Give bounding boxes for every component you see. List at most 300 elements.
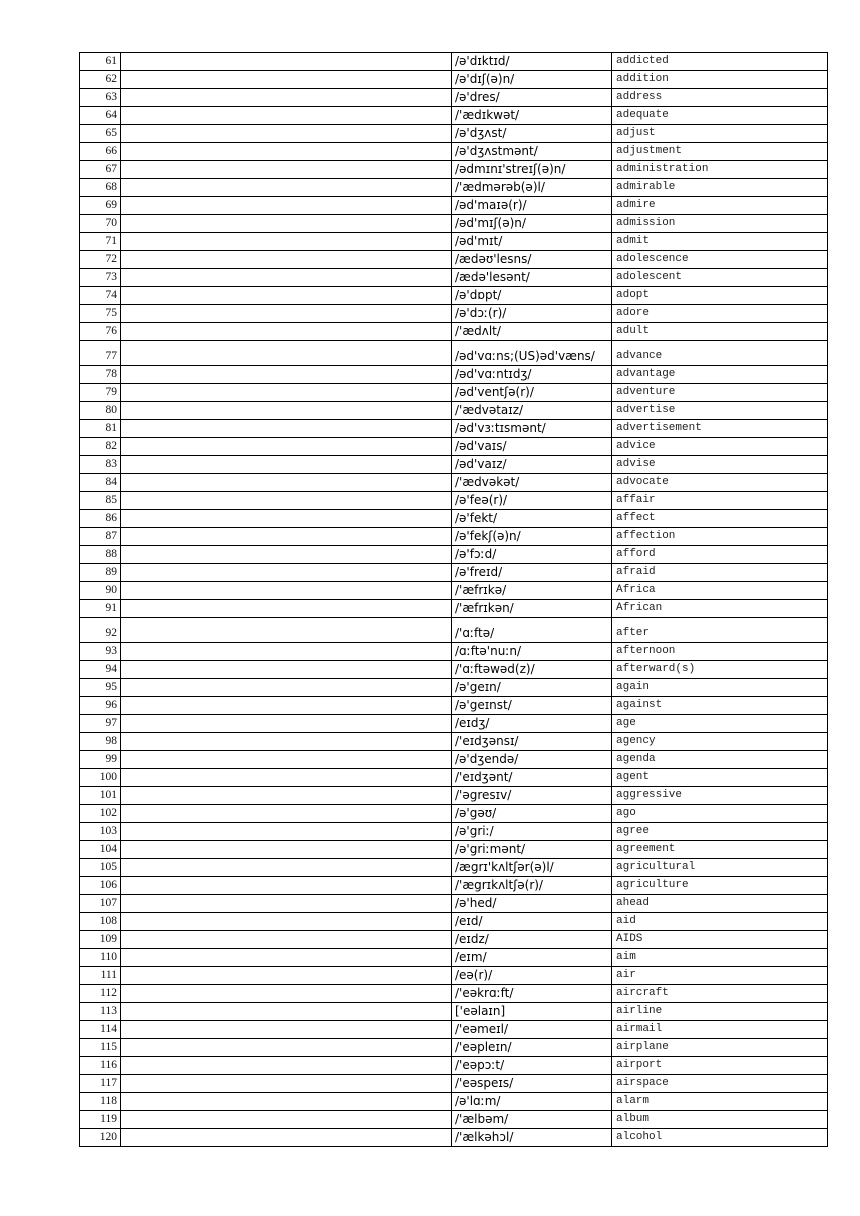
phonetic-transcription: /ɑːftə'nuːn/ xyxy=(452,643,612,661)
vocabulary-word: address xyxy=(612,89,828,107)
blank-cell xyxy=(121,769,452,787)
table-row xyxy=(80,492,828,510)
phonetic-transcription: /'eəmeɪl/ xyxy=(452,1021,612,1039)
row-number: 114 xyxy=(80,1021,121,1039)
phonetic-transcription: /'eɪdʒənsɪ/ xyxy=(452,733,612,751)
phonetic-transcription: /əd'maɪə(r)/ xyxy=(452,197,612,215)
table-row xyxy=(80,1111,828,1129)
blank-cell xyxy=(121,787,452,805)
blank-cell xyxy=(121,679,452,697)
blank-cell xyxy=(121,528,452,546)
table-row xyxy=(80,1021,828,1039)
phonetic-transcription: /'ædvətaɪz/ xyxy=(452,402,612,420)
phonetic-transcription: /əd'mɪʃ(ə)n/ xyxy=(452,215,612,233)
table-row xyxy=(80,697,828,715)
blank-cell xyxy=(121,805,452,823)
table-row xyxy=(80,233,828,251)
table-row xyxy=(80,967,828,985)
table-row xyxy=(80,841,828,859)
blank-cell xyxy=(121,931,452,949)
blank-cell xyxy=(121,600,452,618)
vocabulary-word: afraid xyxy=(612,564,828,582)
vocabulary-word: addicted xyxy=(612,53,828,71)
table-row xyxy=(80,341,828,366)
blank-cell xyxy=(121,859,452,877)
blank-cell xyxy=(121,251,452,269)
row-number: 66 xyxy=(80,143,121,161)
row-number: 61 xyxy=(80,53,121,71)
phonetic-transcription: /ə'hed/ xyxy=(452,895,612,913)
row-number: 119 xyxy=(80,1111,121,1129)
vocabulary-word: affair xyxy=(612,492,828,510)
vocabulary-word: airmail xyxy=(612,1021,828,1039)
blank-cell xyxy=(121,492,452,510)
phonetic-transcription: /əd'vaɪz/ xyxy=(452,456,612,474)
table-row xyxy=(80,125,828,143)
phonetic-transcription: /əd'vɑːntɪdʒ/ xyxy=(452,366,612,384)
table-row xyxy=(80,949,828,967)
row-number: 97 xyxy=(80,715,121,733)
blank-cell xyxy=(121,546,452,564)
phonetic-transcription: /ə'fekʃ(ə)n/ xyxy=(452,528,612,546)
vocabulary-word: album xyxy=(612,1111,828,1129)
phonetic-transcription: /ə'griːmənt/ xyxy=(452,841,612,859)
vocabulary-word: aim xyxy=(612,949,828,967)
row-number: 62 xyxy=(80,71,121,89)
row-number: 76 xyxy=(80,323,121,341)
table-row xyxy=(80,805,828,823)
vocabulary-word: ago xyxy=(612,805,828,823)
row-number: 92 xyxy=(80,618,121,643)
blank-cell xyxy=(121,161,452,179)
row-number: 68 xyxy=(80,179,121,197)
table-row xyxy=(80,787,828,805)
blank-cell xyxy=(121,341,452,366)
blank-cell xyxy=(121,823,452,841)
row-number: 89 xyxy=(80,564,121,582)
table-row xyxy=(80,769,828,787)
row-number: 65 xyxy=(80,125,121,143)
row-number: 79 xyxy=(80,384,121,402)
row-number: 104 xyxy=(80,841,121,859)
row-number: 71 xyxy=(80,233,121,251)
table-row xyxy=(80,823,828,841)
blank-cell xyxy=(121,1111,452,1129)
blank-cell xyxy=(121,1093,452,1111)
phonetic-transcription: /ə'dɔː(r)/ xyxy=(452,305,612,323)
blank-cell xyxy=(121,179,452,197)
blank-cell xyxy=(121,323,452,341)
table-row xyxy=(80,71,828,89)
table-row xyxy=(80,643,828,661)
phonetic-transcription: /'ɑːftəwəd(z)/ xyxy=(452,661,612,679)
blank-cell xyxy=(121,384,452,402)
phonetic-transcription: /'eəpɔːt/ xyxy=(452,1057,612,1075)
row-number: 100 xyxy=(80,769,121,787)
blank-cell xyxy=(121,1075,452,1093)
table-row xyxy=(80,89,828,107)
phonetic-transcription: /ə'dʒendə/ xyxy=(452,751,612,769)
row-number: 120 xyxy=(80,1129,121,1147)
blank-cell xyxy=(121,1021,452,1039)
vocabulary-word: adolescent xyxy=(612,269,828,287)
row-number: 83 xyxy=(80,456,121,474)
table-row xyxy=(80,366,828,384)
blank-cell xyxy=(121,233,452,251)
row-number: 86 xyxy=(80,510,121,528)
row-number: 81 xyxy=(80,420,121,438)
row-number: 115 xyxy=(80,1039,121,1057)
table-row xyxy=(80,420,828,438)
vocabulary-word: adequate xyxy=(612,107,828,125)
blank-cell xyxy=(121,715,452,733)
table-row xyxy=(80,384,828,402)
vocabulary-word: airplane xyxy=(612,1039,828,1057)
row-number: 80 xyxy=(80,402,121,420)
blank-cell xyxy=(121,564,452,582)
phonetic-transcription: /eə(r)/ xyxy=(452,967,612,985)
phonetic-transcription: /ə'dɒpt/ xyxy=(452,287,612,305)
table-row xyxy=(80,528,828,546)
vocabulary-word: aircraft xyxy=(612,985,828,1003)
table-row xyxy=(80,931,828,949)
blank-cell xyxy=(121,1039,452,1057)
table-row xyxy=(80,582,828,600)
table-row xyxy=(80,1075,828,1093)
row-number: 85 xyxy=(80,492,121,510)
phonetic-transcription: /'ædmərəb(ə)l/ xyxy=(452,179,612,197)
phonetic-transcription: ['eəlaɪn] xyxy=(452,1003,612,1021)
blank-cell xyxy=(121,618,452,643)
table-row xyxy=(80,510,828,528)
row-number: 73 xyxy=(80,269,121,287)
vocabulary-word: admire xyxy=(612,197,828,215)
phonetic-transcription: /'æfrɪkən/ xyxy=(452,600,612,618)
blank-cell xyxy=(121,751,452,769)
phonetic-transcription: /'ælkəhɔl/ xyxy=(452,1129,612,1147)
vocabulary-word: alarm xyxy=(612,1093,828,1111)
blank-cell xyxy=(121,89,452,107)
vocabulary-word: adult xyxy=(612,323,828,341)
vocabulary-word: agricultural xyxy=(612,859,828,877)
row-number: 107 xyxy=(80,895,121,913)
table-row xyxy=(80,402,828,420)
vocabulary-word: advertise xyxy=(612,402,828,420)
phonetic-transcription: /eɪd/ xyxy=(452,913,612,931)
phonetic-transcription: /ə'dres/ xyxy=(452,89,612,107)
table-row xyxy=(80,1093,828,1111)
blank-cell xyxy=(121,197,452,215)
vocabulary-word: aggressive xyxy=(612,787,828,805)
phonetic-transcription: /əd'vɜːtɪsmənt/ xyxy=(452,420,612,438)
vocabulary-word: advocate xyxy=(612,474,828,492)
vocabulary-word: administration xyxy=(612,161,828,179)
table-row xyxy=(80,287,828,305)
table-row xyxy=(80,1039,828,1057)
blank-cell xyxy=(121,697,452,715)
vocabulary-word: affection xyxy=(612,528,828,546)
blank-cell xyxy=(121,215,452,233)
table-row xyxy=(80,323,828,341)
vocabulary-word: Africa xyxy=(612,582,828,600)
phonetic-transcription: /ə'fekt/ xyxy=(452,510,612,528)
vocabulary-word: ahead xyxy=(612,895,828,913)
phonetic-transcription: /ə'dɪʃ(ə)n/ xyxy=(452,71,612,89)
phonetic-transcription: /'ægrɪkʌltʃə(r)/ xyxy=(452,877,612,895)
table-row xyxy=(80,305,828,323)
row-number: 64 xyxy=(80,107,121,125)
vocabulary-word: agent xyxy=(612,769,828,787)
blank-cell xyxy=(121,456,452,474)
row-number: 67 xyxy=(80,161,121,179)
table-row xyxy=(80,859,828,877)
vocabulary-word: adventure xyxy=(612,384,828,402)
blank-cell xyxy=(121,985,452,1003)
row-number: 78 xyxy=(80,366,121,384)
row-number: 98 xyxy=(80,733,121,751)
vocabulary-word: age xyxy=(612,715,828,733)
blank-cell xyxy=(121,643,452,661)
blank-cell xyxy=(121,1003,452,1021)
blank-cell xyxy=(121,287,452,305)
blank-cell xyxy=(121,1057,452,1075)
table-row xyxy=(80,143,828,161)
row-number: 108 xyxy=(80,913,121,931)
vocabulary-word: admit xyxy=(612,233,828,251)
row-number: 94 xyxy=(80,661,121,679)
table-row xyxy=(80,1003,828,1021)
blank-cell xyxy=(121,877,452,895)
vocabulary-word: admirable xyxy=(612,179,828,197)
phonetic-transcription: /ə'freɪd/ xyxy=(452,564,612,582)
vocabulary-word: African xyxy=(612,600,828,618)
vocabulary-word: airspace xyxy=(612,1075,828,1093)
phonetic-transcription: /eɪm/ xyxy=(452,949,612,967)
blank-cell xyxy=(121,949,452,967)
vocabulary-word: agriculture xyxy=(612,877,828,895)
table-row xyxy=(80,1057,828,1075)
blank-cell xyxy=(121,420,452,438)
vocabulary-word: admission xyxy=(612,215,828,233)
row-number: 103 xyxy=(80,823,121,841)
blank-cell xyxy=(121,143,452,161)
table-row xyxy=(80,618,828,643)
vocabulary-word: afford xyxy=(612,546,828,564)
phonetic-transcription: /'æfrɪkə/ xyxy=(452,582,612,600)
row-number: 113 xyxy=(80,1003,121,1021)
phonetic-transcription: /'eəpleɪn/ xyxy=(452,1039,612,1057)
phonetic-transcription: /eɪdz/ xyxy=(452,931,612,949)
vocabulary-word: airline xyxy=(612,1003,828,1021)
table-row xyxy=(80,215,828,233)
vocabulary-word: after xyxy=(612,618,828,643)
row-number: 75 xyxy=(80,305,121,323)
vocabulary-table xyxy=(79,52,828,1147)
phonetic-transcription: /eɪdʒ/ xyxy=(452,715,612,733)
blank-cell xyxy=(121,366,452,384)
phonetic-transcription: /ædə'lesənt/ xyxy=(452,269,612,287)
vocabulary-word: advance xyxy=(612,341,828,366)
blank-cell xyxy=(121,53,452,71)
row-number: 105 xyxy=(80,859,121,877)
row-number: 91 xyxy=(80,600,121,618)
table-row xyxy=(80,1129,828,1147)
vocabulary-word: agreement xyxy=(612,841,828,859)
table-row xyxy=(80,456,828,474)
table-row xyxy=(80,438,828,456)
phonetic-transcription: /'ædʌlt/ xyxy=(452,323,612,341)
vocabulary-word: alcohol xyxy=(612,1129,828,1147)
blank-cell xyxy=(121,967,452,985)
table-row xyxy=(80,564,828,582)
table-row xyxy=(80,107,828,125)
blank-cell xyxy=(121,107,452,125)
blank-cell xyxy=(121,913,452,931)
phonetic-transcription: /'əgresɪv/ xyxy=(452,787,612,805)
phonetic-transcription: /'ɑːftə/ xyxy=(452,618,612,643)
row-number: 110 xyxy=(80,949,121,967)
table-row xyxy=(80,251,828,269)
vocabulary-word: affect xyxy=(612,510,828,528)
table-row xyxy=(80,600,828,618)
vocabulary-word: agency xyxy=(612,733,828,751)
row-number: 111 xyxy=(80,967,121,985)
phonetic-transcription: /ə'geɪnst/ xyxy=(452,697,612,715)
blank-cell xyxy=(121,305,452,323)
phonetic-transcription: /əd'mɪt/ xyxy=(452,233,612,251)
vocabulary-word: adjust xyxy=(612,125,828,143)
phonetic-transcription: /ædəʊ'lesns/ xyxy=(452,251,612,269)
table-row xyxy=(80,269,828,287)
phonetic-transcription: /ədmɪnɪ'streɪʃ(ə)n/ xyxy=(452,161,612,179)
table-row xyxy=(80,161,828,179)
phonetic-transcription: /'eəspeɪs/ xyxy=(452,1075,612,1093)
vocabulary-word: air xyxy=(612,967,828,985)
row-number: 87 xyxy=(80,528,121,546)
phonetic-transcription: /'eəkrɑːft/ xyxy=(452,985,612,1003)
table-row xyxy=(80,661,828,679)
row-number: 93 xyxy=(80,643,121,661)
phonetic-transcription: /ægrɪ'kʌltʃər(ə)l/ xyxy=(452,859,612,877)
row-number: 82 xyxy=(80,438,121,456)
row-number: 72 xyxy=(80,251,121,269)
table-row xyxy=(80,197,828,215)
phonetic-transcription: /ə'lɑːm/ xyxy=(452,1093,612,1111)
row-number: 84 xyxy=(80,474,121,492)
blank-cell xyxy=(121,510,452,528)
row-number: 109 xyxy=(80,931,121,949)
vocabulary-word: afternoon xyxy=(612,643,828,661)
blank-cell xyxy=(121,582,452,600)
table-row xyxy=(80,895,828,913)
phonetic-transcription: /ə'griː/ xyxy=(452,823,612,841)
row-number: 106 xyxy=(80,877,121,895)
vocabulary-word: agree xyxy=(612,823,828,841)
phonetic-transcription: /əd'ventʃə(r)/ xyxy=(452,384,612,402)
blank-cell xyxy=(121,402,452,420)
vocabulary-word: again xyxy=(612,679,828,697)
vocabulary-word: advice xyxy=(612,438,828,456)
phonetic-transcription: /ə'dɪktɪd/ xyxy=(452,53,612,71)
row-number: 118 xyxy=(80,1093,121,1111)
vocabulary-word: aid xyxy=(612,913,828,931)
phonetic-transcription: /ə'dʒʌstmənt/ xyxy=(452,143,612,161)
table-row xyxy=(80,679,828,697)
vocabulary-word: adore xyxy=(612,305,828,323)
table-row xyxy=(80,751,828,769)
row-number: 102 xyxy=(80,805,121,823)
table-row xyxy=(80,733,828,751)
blank-cell xyxy=(121,895,452,913)
row-number: 74 xyxy=(80,287,121,305)
vocabulary-word: AIDS xyxy=(612,931,828,949)
blank-cell xyxy=(121,269,452,287)
row-number: 99 xyxy=(80,751,121,769)
row-number: 88 xyxy=(80,546,121,564)
phonetic-transcription: /əd'vɑːns;(US)əd'væns/ xyxy=(452,341,612,366)
row-number: 116 xyxy=(80,1057,121,1075)
blank-cell xyxy=(121,1129,452,1147)
vocabulary-word: adolescence xyxy=(612,251,828,269)
phonetic-transcription: /'eɪdʒənt/ xyxy=(452,769,612,787)
row-number: 70 xyxy=(80,215,121,233)
row-number: 77 xyxy=(80,341,121,366)
phonetic-transcription: /ə'dʒʌst/ xyxy=(452,125,612,143)
blank-cell xyxy=(121,841,452,859)
blank-cell xyxy=(121,438,452,456)
blank-cell xyxy=(121,661,452,679)
vocabulary-word: advantage xyxy=(612,366,828,384)
vocabulary-word: adjustment xyxy=(612,143,828,161)
table-row xyxy=(80,474,828,492)
table-row xyxy=(80,877,828,895)
table-row xyxy=(80,985,828,1003)
row-number: 101 xyxy=(80,787,121,805)
vocabulary-word: adopt xyxy=(612,287,828,305)
phonetic-transcription: /'ælbəm/ xyxy=(452,1111,612,1129)
row-number: 90 xyxy=(80,582,121,600)
vocabulary-word: against xyxy=(612,697,828,715)
row-number: 95 xyxy=(80,679,121,697)
vocabulary-table-body xyxy=(80,53,828,1147)
vocabulary-word: airport xyxy=(612,1057,828,1075)
table-row xyxy=(80,53,828,71)
row-number: 112 xyxy=(80,985,121,1003)
phonetic-transcription: /ə'gəʊ/ xyxy=(452,805,612,823)
vocabulary-word: advertisement xyxy=(612,420,828,438)
vocabulary-word: agenda xyxy=(612,751,828,769)
blank-cell xyxy=(121,474,452,492)
vocabulary-word: advise xyxy=(612,456,828,474)
blank-cell xyxy=(121,733,452,751)
phonetic-transcription: /ə'geɪn/ xyxy=(452,679,612,697)
row-number: 117 xyxy=(80,1075,121,1093)
phonetic-transcription: /ə'feə(r)/ xyxy=(452,492,612,510)
vocabulary-word: addition xyxy=(612,71,828,89)
table-row xyxy=(80,179,828,197)
row-number: 96 xyxy=(80,697,121,715)
blank-cell xyxy=(121,125,452,143)
table-row xyxy=(80,715,828,733)
blank-cell xyxy=(121,71,452,89)
table-row xyxy=(80,546,828,564)
phonetic-transcription: /'ædɪkwət/ xyxy=(452,107,612,125)
phonetic-transcription: /ə'fɔːd/ xyxy=(452,546,612,564)
vocabulary-word: afterward(s) xyxy=(612,661,828,679)
row-number: 69 xyxy=(80,197,121,215)
row-number: 63 xyxy=(80,89,121,107)
phonetic-transcription: /əd'vaɪs/ xyxy=(452,438,612,456)
